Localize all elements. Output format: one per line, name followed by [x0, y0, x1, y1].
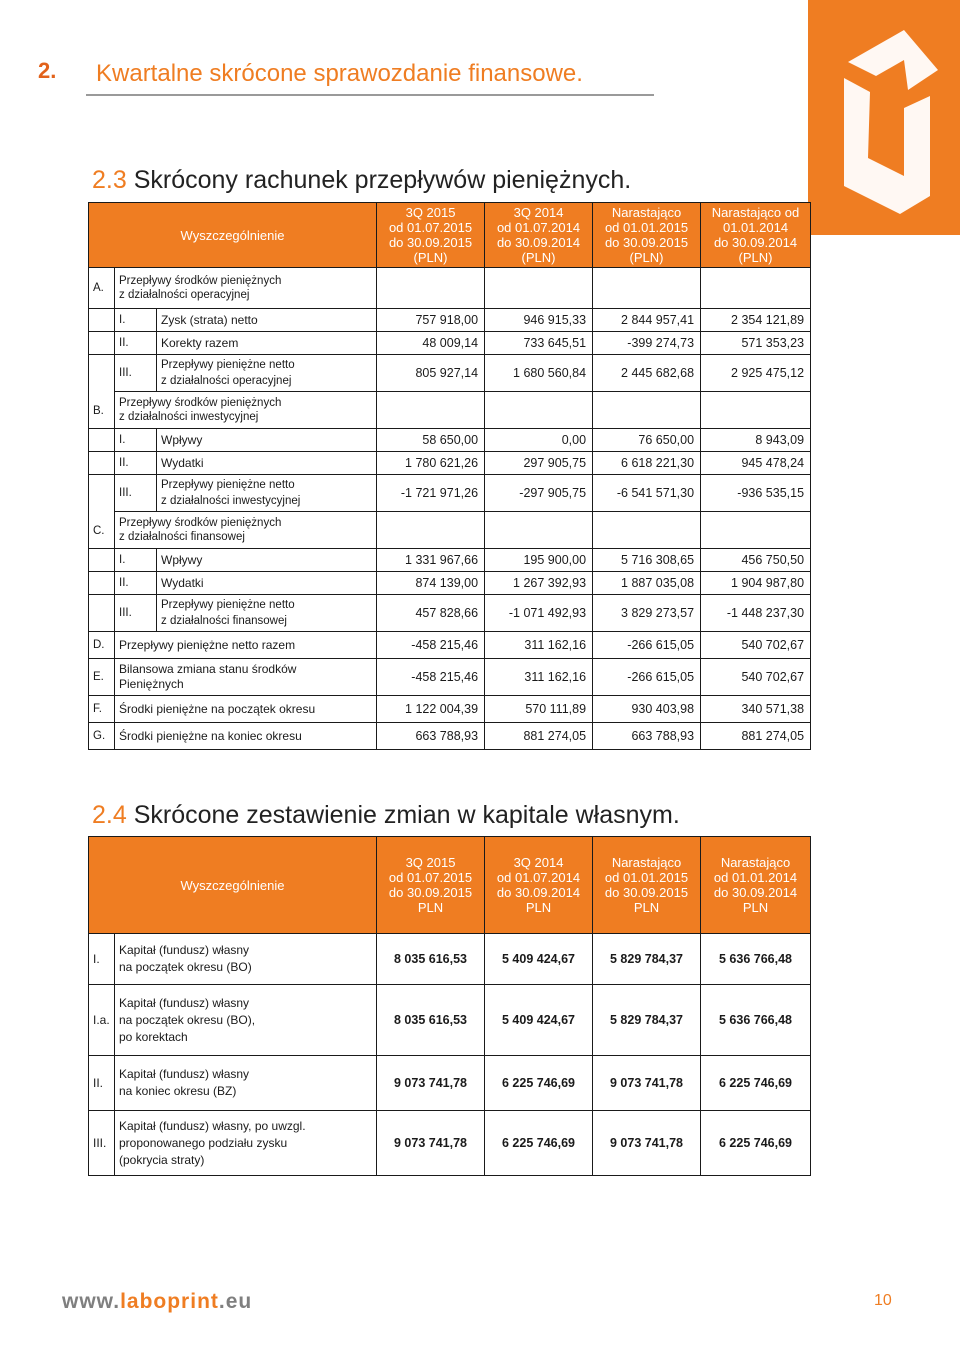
table-row: [89, 1111, 811, 1176]
cell-value: 5 829 784,37: [593, 985, 701, 1056]
header-col-3q2015: 3Q 2015 od 01.07.2015 do 30.09.2015 (PLN): [377, 203, 485, 268]
footer-url[interactable]: www.laboprint.eu: [62, 1290, 253, 1313]
section-label: Przepływy środków pieniężnych z działalności operacyjnej: [115, 268, 377, 309]
section-letter: C.: [89, 475, 115, 549]
equity-table: [88, 836, 811, 1176]
cell-value: 540 702,67: [701, 659, 811, 696]
cell-value: 5 636 766,48: [701, 934, 811, 985]
table-row: [89, 934, 811, 985]
cell-value: -1 071 492,93: [485, 595, 593, 632]
header-col-cum2014: Narastająco od 01.01.2014 do 30.09.2014 PLN: [701, 837, 811, 934]
row-number: I.: [89, 934, 115, 985]
cell-value: 311 162,16: [485, 632, 593, 659]
cell-value: 456 750,50: [701, 549, 811, 572]
header-col-3q2014: 3Q 2014 od 01.07.2014 do 30.09.2014 (PLN): [485, 203, 593, 268]
row-number: I.: [115, 549, 157, 572]
table-row: [89, 572, 811, 595]
row-label: Kapitał (fundusz) własny na początek okresu (BO): [115, 934, 377, 985]
row-number: II.: [115, 332, 157, 355]
row-label: Przepływy pieniężne netto razem: [115, 632, 377, 659]
cell-value: 540 702,67: [701, 632, 811, 659]
row-number: III.: [115, 355, 157, 392]
page-number: 10: [874, 1292, 892, 1309]
cell-value: 48 009,14: [377, 332, 485, 355]
header-col-cum2015: Narastająco od 01.01.2015 do 30.09.2015 PLN: [593, 837, 701, 934]
row-number: III.: [115, 595, 157, 632]
header-col-cum2014: Narastająco od 01.01.2014 do 30.09.2014 (PLN): [701, 203, 811, 268]
table-row-f: [89, 696, 811, 723]
cell-value: 5 409 424,67: [485, 934, 593, 985]
section-letter: G.: [89, 723, 115, 750]
cell-value: 6 225 746,69: [701, 1056, 811, 1111]
cell-value: -399 274,73: [593, 332, 701, 355]
table-row: [89, 309, 811, 332]
cell-value: 2 925 475,12: [701, 355, 811, 392]
table-row-e: [89, 659, 811, 696]
cell-value: 6 225 746,69: [485, 1056, 593, 1111]
row-number: I.a.: [89, 985, 115, 1056]
cell-value: -6 541 571,30: [593, 475, 701, 512]
cell-value: 340 571,38: [701, 696, 811, 723]
cell-value: -266 615,05: [593, 659, 701, 696]
cell-value: 297 905,75: [485, 452, 593, 475]
cell-value: -266 615,05: [593, 632, 701, 659]
cell-value: 457 828,66: [377, 595, 485, 632]
table-row-d: [89, 632, 811, 659]
cell-value: 663 788,93: [593, 723, 701, 750]
section-letter: B.: [89, 355, 115, 429]
cell-value: 945 478,24: [701, 452, 811, 475]
row-label: Zysk (strata) netto: [157, 309, 377, 332]
cell-value: 881 274,05: [485, 723, 593, 750]
cell-value: 9 073 741,78: [593, 1111, 701, 1176]
cell-value: 58 650,00: [377, 429, 485, 452]
row-label: Wpływy: [157, 549, 377, 572]
cell-value: 2 844 957,41: [593, 309, 701, 332]
logo-mark-icon: [808, 0, 960, 235]
cell-value: 8 035 616,53: [377, 985, 485, 1056]
cell-value: -1 448 237,30: [701, 595, 811, 632]
cell-value: 311 162,16: [485, 659, 593, 696]
table-row-total: [89, 355, 811, 392]
chapter-title: Kwartalne skrócone sprawozdanie finansowe.: [96, 60, 583, 87]
section-c-row: [89, 512, 811, 549]
cell-value: -936 535,15: [701, 475, 811, 512]
section-b-row: [89, 392, 811, 429]
section-number: 2.3: [92, 166, 127, 194]
cell-value: 195 900,00: [485, 549, 593, 572]
cell-value: 0,00: [485, 429, 593, 452]
cashflow-table: [88, 202, 811, 750]
section-a-row: [89, 268, 811, 309]
row-label: Kapitał (fundusz) własny na koniec okresu (BZ): [115, 1056, 377, 1111]
row-number: II.: [115, 572, 157, 595]
row-label: Środki pieniężne na koniec okresu: [115, 723, 377, 750]
section-title-cashflow: [92, 166, 631, 195]
section-label: Przepływy środków pieniężnych z działalności finansowej: [115, 512, 377, 549]
row-label: Bilansowa zmiana stanu środków Pieniężnych: [115, 659, 377, 696]
section-title-text: Skrócony rachunek przepływów pieniężnych.: [133, 166, 632, 194]
section-letter: D.: [89, 632, 115, 659]
cell-value: 805 927,14: [377, 355, 485, 392]
cell-value: 571 353,23: [701, 332, 811, 355]
header-col-3q2015: 3Q 2015 od 01.07.2015 do 30.09.2015 PLN: [377, 837, 485, 934]
table-header-row: [89, 203, 811, 268]
cell-value: 6 618 221,30: [593, 452, 701, 475]
cell-value: 733 645,51: [485, 332, 593, 355]
cell-value: 757 918,00: [377, 309, 485, 332]
cell-value: 9 073 741,78: [377, 1111, 485, 1176]
cell-value: 2 354 121,89: [701, 309, 811, 332]
cell-value: 6 225 746,69: [701, 1111, 811, 1176]
cell-value: 1 122 004,39: [377, 696, 485, 723]
cell-value: 5 716 308,65: [593, 549, 701, 572]
row-label: Kapitał (fundusz) własny na początek okresu (BO), po korektach: [115, 985, 377, 1056]
chapter-number: 2.: [38, 58, 57, 83]
section-letter: F.: [89, 696, 115, 723]
table-row: [89, 452, 811, 475]
row-label: Wpływy: [157, 429, 377, 452]
cell-value: 5 829 784,37: [593, 934, 701, 985]
cell-value: 1 904 987,80: [701, 572, 811, 595]
brand-logo: [808, 0, 960, 235]
cell-value: 3 829 273,57: [593, 595, 701, 632]
cell-value: 8 035 616,53: [377, 934, 485, 985]
header-col-3q2014: 3Q 2014 od 01.07.2014 do 30.09.2014 PLN: [485, 837, 593, 934]
table-row: [89, 332, 811, 355]
row-number: II.: [89, 1056, 115, 1111]
section-letter: A.: [89, 268, 115, 309]
cell-value: 1 267 392,93: [485, 572, 593, 595]
cell-value: 881 274,05: [701, 723, 811, 750]
cell-value: 663 788,93: [377, 723, 485, 750]
cell-value: 9 073 741,78: [593, 1056, 701, 1111]
cell-value: 2 445 682,68: [593, 355, 701, 392]
table-row: [89, 429, 811, 452]
cell-value: 874 139,00: [377, 572, 485, 595]
table-row-total: [89, 475, 811, 512]
cell-value: 1 887 035,08: [593, 572, 701, 595]
header-label: Wyszczególnienie: [89, 203, 377, 268]
table-row: [89, 549, 811, 572]
cell-value: -297 905,75: [485, 475, 593, 512]
cell-value: 1 331 967,66: [377, 549, 485, 572]
table-row: [89, 1056, 811, 1111]
row-number: III.: [89, 1111, 115, 1176]
header-label: Wyszczególnienie: [89, 837, 377, 934]
row-label: Przepływy pieniężne netto z działalności operacyjnej: [157, 355, 377, 392]
header-divider: [86, 94, 654, 96]
table-row-total: [89, 595, 811, 632]
row-label: Korekty razem: [157, 332, 377, 355]
cell-value: 6 225 746,69: [485, 1111, 593, 1176]
cell-value: 946 915,33: [485, 309, 593, 332]
cell-value: 5 409 424,67: [485, 985, 593, 1056]
table-row: [89, 985, 811, 1056]
section-label: Przepływy środków pieniężnych z działalności inwestycyjnej: [115, 392, 377, 429]
section-title-equity: [92, 801, 680, 830]
row-label: Przepływy pieniężne netto z działalności finansowej: [157, 595, 377, 632]
row-number: I.: [115, 429, 157, 452]
section-letter: E.: [89, 659, 115, 696]
row-number: III.: [115, 475, 157, 512]
cell-value: 1 680 560,84: [485, 355, 593, 392]
cell-value: -1 721 971,26: [377, 475, 485, 512]
cell-value: 8 943,09: [701, 429, 811, 452]
row-number: II.: [115, 452, 157, 475]
cell-value: 76 650,00: [593, 429, 701, 452]
row-label: Kapitał (fundusz) własny, po uwzgl. proponowanego podziału zysku (pokrycia straty): [115, 1111, 377, 1176]
row-label: Środki pieniężne na początek okresu: [115, 696, 377, 723]
cell-value: -458 215,46: [377, 632, 485, 659]
cell-value: 9 073 741,78: [377, 1056, 485, 1111]
table-header-row: [89, 837, 811, 934]
cell-value: 570 111,89: [485, 696, 593, 723]
section-number: 2.4: [92, 801, 127, 829]
cell-value: 5 636 766,48: [701, 985, 811, 1056]
row-label: Wydatki: [157, 572, 377, 595]
cell-value: 1 780 621,26: [377, 452, 485, 475]
cell-value: 930 403,98: [593, 696, 701, 723]
header-col-cum2015: Narastająco od 01.01.2015 do 30.09.2015 (PLN): [593, 203, 701, 268]
section-title-text: Skrócone zestawienie zmian w kapitale własnym.: [133, 801, 680, 829]
row-number: I.: [115, 309, 157, 332]
row-label: Przepływy pieniężne netto z działalności inwestycyjnej: [157, 475, 377, 512]
table-row-g: [89, 723, 811, 750]
cell-value: -458 215,46: [377, 659, 485, 696]
row-label: Wydatki: [157, 452, 377, 475]
